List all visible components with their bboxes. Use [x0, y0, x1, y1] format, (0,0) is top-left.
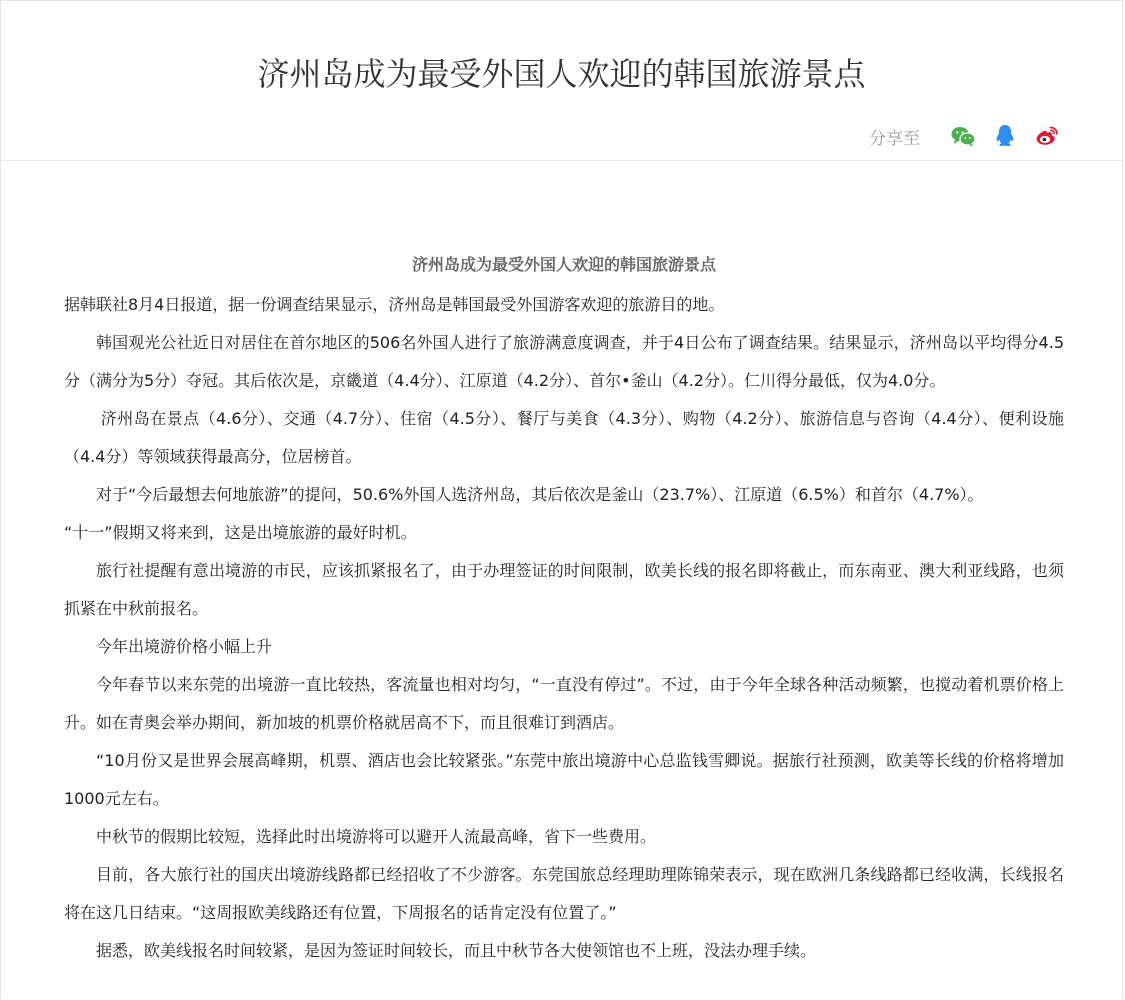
page-title: 济州岛成为最受外国人欢迎的韩国旅游景点 [257, 55, 866, 93]
article-header [1, 1, 1122, 161]
paragraph: 据韩联社8月4日报道，据一份调查结果显示，济州岛是韩国最受外国游客欢迎的旅游目的地。 [64, 295, 725, 314]
paragraph: 旅行社提醒有意出境游的市民，应该抓紧报名了，由于办理签证的时间限制，欧美长线的报名即将截止，而东南亚、澳大利亚线路，也须抓紧在中秋前报名。 [64, 561, 1064, 618]
wechat-icon[interactable] [950, 123, 976, 149]
share-label: 分享至 [869, 128, 920, 149]
qq-icon[interactable] [992, 123, 1018, 149]
paragraph: “十一”假期又将来到，这是出境旅游的最好时机。 [64, 523, 417, 542]
paragraph: 据悉，欧美线报名时间较紧，是因为签证时间较长，而且中秋节各大使领馆也不上班，没法办理手续。 [96, 941, 817, 960]
share-bar [869, 123, 1060, 149]
paragraph: 济州岛在景点（4.6分）、交通（4.7分）、住宿（4.5分）、餐厅与美食（4.3分）、购物（4.2分）、旅游信息与咨询（4.4分）、便利设施（4.4分）等领域获得最高分，位居榜首。 [64, 409, 1064, 466]
article-subtitle: 济州岛成为最受外国人欢迎的韩国旅游景点 [411, 255, 716, 274]
paragraph: 对于“今后最想去何地旅游”的提问，50.6%外国人选济州岛，其后依次是釜山（23.7%）、江原道（6.5%）和首尔（4.7%）。 [96, 485, 984, 504]
paragraph: “10月份又是世界会展高峰期，机票、酒店也会比较紧张。”东莞中旅出境游中心总监钱雪卿说。据旅行社预测，欧美等长线的价格将增加1000元左右。 [64, 751, 1064, 808]
paragraph: 中秋节的假期比较短，选择此时出境游将可以避开人流最高峰，省下一些费用。 [96, 827, 657, 846]
weibo-icon[interactable] [1034, 123, 1060, 149]
section-heading: 今年出境游价格小幅上升 [96, 637, 273, 656]
paragraph: 目前，各大旅行社的国庆出境游线路都已经招收了不少游客。东莞国旅总经理助理陈锦荣表示，现在欧洲几条线路都已经收满，长线报名将在这几日结束。“这周报欧美线路还有位置，下周报名的话肯定没有位置了。” [64, 865, 1064, 922]
paragraph: 韩国观光公社近日对居住在首尔地区的506名外国人进行了旅游满意度调查，并于4日公布了调查结果。结果显示，济州岛以平均得分4.5分（满分为5分）夺冠。其后依次是，京畿道（4.4分）、江原道（4.2分）、首尔•釜山（4.2分）。仁川得分最低，仅为4.0分。 [64, 333, 1064, 390]
article-body [64, 246, 1064, 970]
paragraph: 今年春节以来东莞的出境游一直比较热，客流量也相对均匀，“一直没有停过”。不过，由于今年全球各种活动频繁，也搅动着机票价格上升。如在青奥会举办期间，新加坡的机票价格就居高不下，而且很难订到酒店。 [64, 675, 1064, 732]
